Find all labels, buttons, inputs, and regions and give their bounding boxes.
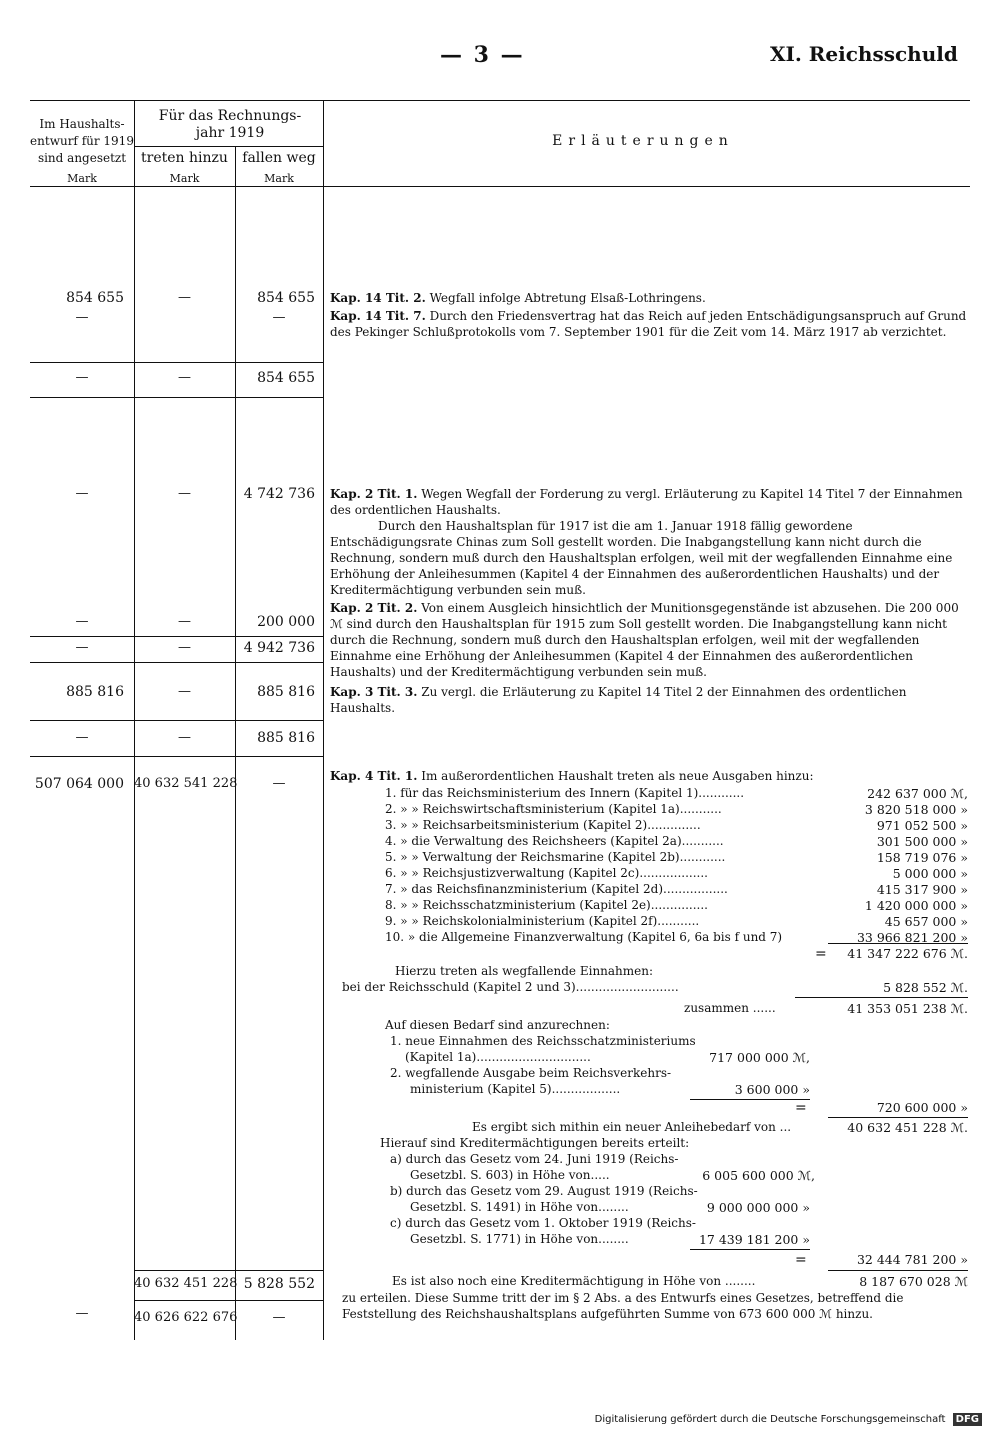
item-amount: 1 420 000 000 »: [864, 898, 968, 913]
item-label: 2. » » Reichswirtschaftsministerium (Kapitel 1a)...........: [385, 802, 722, 816]
col1-unit: Mark: [67, 172, 97, 185]
r1-c3: 854 655: [257, 290, 315, 306]
page-number: — 3 —: [440, 42, 525, 68]
zusammen-label: zusammen ......: [684, 1001, 776, 1015]
ec-amount: 17 439 181 200 »: [698, 1232, 810, 1247]
col3-header: fallen weg: [242, 150, 316, 166]
col23-group-header: Für das Rechnungs-jahr 1919: [158, 108, 302, 141]
k2t2-text: Von einem Ausgleich hinsichtlich der Munitionsgegenstände ist abzusehen. Die 200 000 ℳ sind durch den Haushaltsplan für 1915 zum Soll gestellt worden. Die Inabgangstellung kann nicht durch die Rechnung, sondern muß durch den Haushaltsplan erfolgen, weil mit der wegfallenden Einnahme eine Erhöhung der Anleihesummen (Kapitel 4 der Einnahmen des außerordentlichen Haushalts) und der Kreditermächtigung verbunden sein muß.: [330, 601, 959, 679]
k14t2-entry: [330, 290, 970, 306]
k2t1-heading: Kap. 2 Tit. 1.: [330, 487, 418, 501]
sum1-bottom-rule: [30, 397, 323, 398]
eq-mark-1: =: [815, 946, 827, 962]
k2t1-text-b: Durch den Haushaltsplan für 1917 ist die am 1. Januar 1918 fällig gewordene Entschädigungsrate Chinas zum Soll gestellt worden. Die Inabgangstellung kann nicht durch die Rechnung, sondern muß durch den Haushaltsplan erfolgen, weil mit der wegfallenden Einnahme eine Erhöhung der Anleihesummen (Kapitel 4 der Einnahmen des außerordentlichen Haushalts) und der Kreditermächtigung verbunden sein muß.: [330, 519, 953, 597]
r2-c3: —: [272, 310, 286, 325]
bedarf-amount: 40 632 451 228 ℳ.: [847, 1120, 968, 1135]
item-label: 7. » das Reichsfinanzministerium (Kapitel 2d).................: [385, 882, 728, 896]
k4t1-heading: Kap. 4 Tit. 1.: [330, 769, 418, 783]
ec2-label: Gesetzbl. S. 1771) in Höhe von........: [410, 1232, 629, 1246]
a2b-label: ministerium (Kapitel 5)..................: [410, 1082, 621, 1096]
s1-c3: 854 655: [257, 370, 315, 386]
r5-c2: —: [178, 684, 191, 699]
eq-mark-3: =: [795, 1252, 807, 1268]
col3-unit: Mark: [264, 172, 294, 185]
k14t7-heading: Kap. 14 Tit. 7.: [330, 309, 426, 323]
col4-header: Erläuterungen: [552, 133, 734, 149]
ea-label: a) durch das Gesetz vom 24. Juni 1919 (Reichs-: [390, 1152, 679, 1166]
r5-c3: 885 816: [257, 684, 315, 700]
footer: [595, 1413, 982, 1426]
ea2-label: Gesetzbl. S. 603) in Höhe von.....: [410, 1168, 610, 1182]
bei-label: bei der Reichsschuld (Kapitel 2 und 3)...........................: [342, 980, 679, 994]
tot-c2: 40 632 451 228: [134, 1276, 238, 1291]
item-label: 6. » » Reichsjustizverwaltung (Kapitel 2c)..................: [385, 866, 708, 880]
s3-c3: 885 816: [257, 730, 315, 746]
net-c2: 40 626 622 676: [134, 1310, 238, 1325]
s1-c1: —: [75, 370, 89, 385]
r6-c1: 507 064 000: [34, 776, 124, 792]
tot-c3: 5 828 552: [243, 1276, 315, 1292]
item-label: 3. » » Reichsarbeitsministerium (Kapitel 2)..............: [385, 818, 701, 832]
k4t1-text: Im außerordentlichen Haushalt treten als neue Ausgaben hinzu:: [421, 769, 814, 783]
tot-bottom-rule: [134, 1300, 323, 1301]
eb-label: b) durch das Gesetz vom 29. August 1919 (Reichs-: [390, 1184, 698, 1198]
k2t2-heading: Kap. 2 Tit. 2.: [330, 601, 418, 615]
k2t2-entry: [330, 600, 968, 680]
bedarf-label: Es ergibt sich mithin ein neuer Anleihebedarf von ...: [472, 1120, 792, 1134]
item-label: 10. » die Allgemeine Finanzverwaltung (Kapitel 6, 6a bis f und 7): [385, 930, 783, 944]
item-amount: 158 719 076 »: [876, 850, 968, 865]
final-label: Es ist also noch eine Kreditermächtigung in Höhe von ........: [392, 1274, 756, 1288]
item-label: 9. » » Reichskolonialministerium (Kapitel 2f)...........: [385, 914, 700, 928]
sum3-bottom-rule: [30, 756, 323, 757]
sum3-rule: [30, 720, 323, 721]
bei-amount: 5 828 552 ℳ.: [883, 980, 968, 995]
s2-c1: —: [75, 640, 89, 655]
zus-rule: [795, 997, 968, 998]
item-amount: 971 052 500 »: [876, 818, 968, 833]
a2-label: 2. wegfallende Ausgabe beim Reichsverkehrs-: [390, 1066, 672, 1080]
s3-c1: —: [75, 730, 89, 745]
r1-c1: 854 655: [66, 290, 124, 306]
s1-c2: —: [178, 370, 191, 385]
col-rule-3: [323, 100, 324, 1340]
item-amount: 3 820 518 000 »: [864, 802, 968, 817]
r2-c1: —: [75, 310, 89, 325]
items-sum: 41 347 222 676 ℳ.: [847, 946, 968, 961]
item-amount: 415 317 900 »: [876, 882, 968, 897]
k3t3-text: Zu vergl. die Erläuterung zu Kapitel 14 Titel 2 der Einnahmen des ordentlichen Haushalts.: [330, 685, 907, 715]
ec-label: c) durch das Gesetz vom 1. Oktober 1919 (Reichs-: [390, 1216, 696, 1230]
col2-header: treten hinzu: [141, 150, 228, 166]
running-head: XI. Reichsschuld: [770, 42, 958, 66]
s3-c2: —: [178, 730, 191, 745]
r4-c3: 200 000: [257, 614, 315, 630]
final-amount: 8 187 670 028 ℳ: [859, 1274, 968, 1289]
s2-c3: 4 942 736: [243, 640, 315, 656]
k14t7-text: Durch den Friedensvertrag hat das Reich auf jeden Entschädigungsanspruch auf Grund des Pekinger Schlußprotokolls vom 7. September 1901 für die Zeit vom 14. März 1917 ab verzichtet.: [330, 309, 967, 339]
r6-c3: —: [272, 776, 286, 791]
final-text: zu erteilen. Diese Summe tritt der im § 2 Abs. a des Entwurfs eines Gesetzes, betreffend die Feststellung des Reichshaushaltsplans aufgeführten Summe von 673 600 000 ℳ hinzu.: [342, 1291, 904, 1321]
col2-unit: Mark: [169, 172, 200, 185]
net-c1: —: [75, 1306, 89, 1321]
r4-c1: —: [75, 614, 89, 629]
s2-c2: —: [178, 640, 191, 655]
k2t1-entry: [330, 486, 968, 598]
ea-amount: 6 005 600 000 ℳ,: [702, 1168, 815, 1183]
col1-header: Im Haushalts-entwurf für 1919 sind angesetzt: [30, 117, 134, 165]
item-label: 1. für das Reichsministerium des Innern (Kapitel 1)............: [385, 786, 745, 800]
table-top-rule: [30, 100, 970, 101]
net-c3: —: [272, 1310, 286, 1325]
sum2-bottom-rule: [30, 662, 323, 663]
anr-rule: [690, 1099, 810, 1100]
tot-rule: [134, 1270, 323, 1271]
item-label: 4. » die Verwaltung des Reichsheers (Kapitel 2a)...........: [385, 834, 724, 848]
k14t7-entry: [330, 308, 968, 340]
k4t1-entry: [330, 768, 968, 784]
final-rule: [828, 1270, 968, 1271]
r5-c1: 885 816: [66, 684, 124, 700]
r3-c1: —: [75, 486, 89, 501]
r4-c2: —: [178, 614, 191, 629]
k3t3-heading: Kap. 3 Tit. 3.: [330, 685, 418, 699]
eb2-label: Gesetzbl. S. 1491) in Höhe von........: [410, 1200, 629, 1214]
r3-c3: 4 742 736: [243, 486, 315, 502]
item-label: 8. » » Reichsschatzministerium (Kapitel 2e)...............: [385, 898, 708, 912]
r1-c2: —: [178, 290, 191, 305]
item-amount: 242 637 000 ℳ,: [867, 786, 968, 801]
a1-amount: 717 000 000 ℳ,: [709, 1050, 810, 1065]
hinzu-label: Hierzu treten als wegfallende Einnahmen:: [395, 964, 654, 978]
item-amount: 45 657 000 »: [884, 914, 968, 929]
r6-c2: 40 632 541 228: [134, 776, 238, 791]
anzurechnen-label: Auf diesen Bedarf sind anzurechnen:: [385, 1018, 610, 1032]
zusammen-amount: 41 353 051 238 ℳ.: [847, 1001, 968, 1016]
item-label: 5. » » Verwaltung der Reichsmarine (Kapitel 2b)............: [385, 850, 726, 864]
eb-amount: 9 000 000 000 »: [706, 1200, 810, 1215]
a2-amount: 3 600 000 »: [734, 1082, 810, 1097]
dfg-logo: DFG: [953, 1413, 982, 1426]
a1b-label: (Kapitel 1a)..............................: [405, 1050, 591, 1064]
anr-sum: 720 600 000 »: [876, 1100, 968, 1115]
erteilt-sum: 32 444 781 200 »: [856, 1252, 968, 1267]
erteilt-label: Hierauf sind Kreditermächtigungen bereits erteilt:: [380, 1136, 690, 1150]
k14t2-text: Wegfall infolge Abtretung Elsaß-Lothringens.: [429, 291, 706, 305]
eq-mark-2: =: [795, 1100, 807, 1116]
items-sum-rule: [828, 943, 968, 944]
bedarf-rule: [828, 1117, 968, 1118]
group-rule: [134, 146, 323, 147]
a1-label: 1. neue Einnahmen des Reichsschatzministeriums: [390, 1034, 696, 1048]
k2t1-text-a: Wegen Wegfall der Forderung zu vergl. Erläuterung zu Kapitel 14 Titel 7 der Einnahmen des ordentlichen Haushalts.: [330, 487, 963, 517]
footer-text: Digitalisierung gefördert durch die Deutsche Forschungsgemeinschaft: [594, 1414, 946, 1425]
item-amount: 33 966 821 200 »: [856, 930, 968, 945]
sum2-rule: [30, 636, 323, 637]
erteilt-rule: [690, 1249, 810, 1250]
item-amount: 301 500 000 »: [876, 834, 968, 849]
r3-c2: —: [178, 486, 191, 501]
sum1-rule: [30, 362, 323, 363]
item-amount: 5 000 000 »: [892, 866, 968, 881]
k14t2-heading: Kap. 14 Tit. 2.: [330, 291, 426, 305]
k3t3-entry: [330, 684, 968, 716]
